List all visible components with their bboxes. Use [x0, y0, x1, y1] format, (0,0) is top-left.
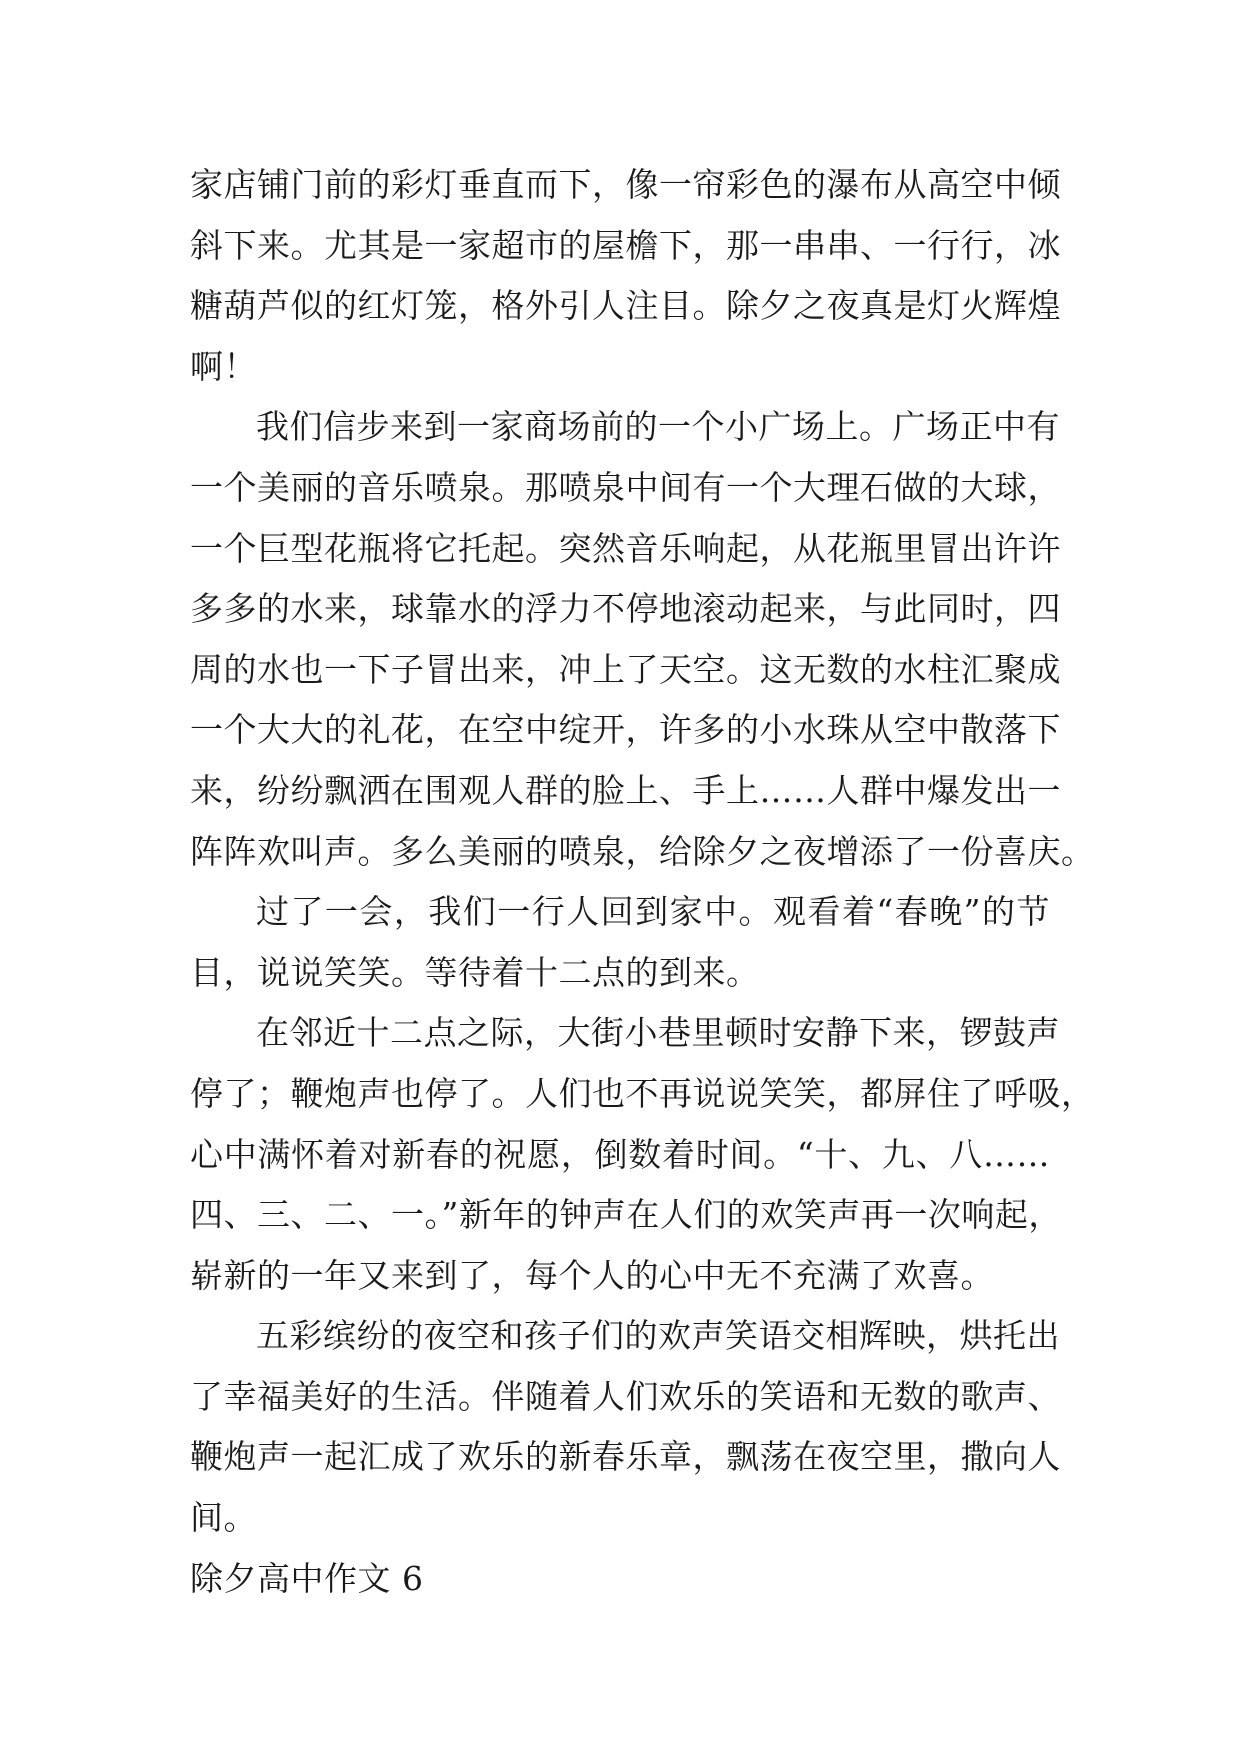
- paragraph-line: 斜下来。尤其是一家超市的屋檐下，那一串串、一行行，冰: [190, 225, 1061, 265]
- paragraph-line: 在邻近十二点之际，大街小巷里顿时安静下来，锣鼓声: [256, 1013, 1060, 1053]
- paragraph-line: 啊！: [190, 346, 257, 386]
- section-heading: 除夕高中作文 6: [190, 1558, 424, 1598]
- paragraph-line: 糖葫芦似的红灯笼，格外引人注目。除夕之夜真是灯火辉煌: [190, 286, 1061, 326]
- paragraph-line: 一个巨型花瓶将它托起。突然音乐响起，从花瓶里冒出许许: [190, 528, 1061, 568]
- paragraph-line: 过了一会，我们一行人回到家中。观看着“春晚”的节: [256, 892, 1050, 932]
- paragraph-line: 四、三、二、一。”新年的钟声在人们的欢笑声再一次响起，: [190, 1195, 1062, 1235]
- paragraph-line: 我们信步来到一家商场前的一个小广场上。广场正中有: [256, 407, 1060, 447]
- paragraph-line: 目，说说笑笑。等待着十二点的到来。: [190, 952, 760, 992]
- essay-body: [190, 155, 1095, 1609]
- paragraph-line: 多多的水来，球靠水的浮力不停地滚动起来，与此同时，四: [190, 589, 1061, 629]
- paragraph-line: 停了；鞭炮声也停了。人们也不再说说笑笑，都屏住了呼吸，: [190, 1073, 1095, 1113]
- paragraph-line: 心中满怀着对新春的祝愿，倒数着时间。“十、九、八……: [190, 1134, 1050, 1174]
- paragraph-line: 一个大大的礼花，在空中绽开，许多的小水珠从空中散落下: [190, 710, 1061, 750]
- paragraph-line: 间。: [190, 1498, 257, 1538]
- paragraph-line: 来，纷纷飘洒在围观人群的脸上、手上……人群中爆发出一: [190, 770, 1061, 810]
- paragraph-line: 阵阵欢叫声。多么美丽的喷泉，给除夕之夜增添了一份喜庆。: [190, 831, 1095, 871]
- paragraph-line: 鞭炮声一起汇成了欢乐的新春乐章，飘荡在夜空里，撒向人: [190, 1437, 1061, 1477]
- paragraph-line: 了幸福美好的生活。伴随着人们欢乐的笑语和无数的歌声、: [190, 1376, 1061, 1416]
- paragraph-line: 家店铺门前的彩灯垂直而下，像一帘彩色的瀑布从高空中倾: [190, 165, 1061, 204]
- paragraph-line: 五彩缤纷的夜空和孩子们的欢声笑语交相辉映，烘托出: [256, 1316, 1060, 1356]
- paragraph-line: 周的水也一下子冒出来，冲上了天空。这无数的水柱汇聚成: [190, 649, 1061, 689]
- paragraph-line: 一个美丽的音乐喷泉。那喷泉中间有一个大理石做的大球，: [190, 467, 1061, 507]
- paragraph-line: 崭新的一年又来到了，每个人的心中无不充满了欢喜。: [190, 1255, 994, 1295]
